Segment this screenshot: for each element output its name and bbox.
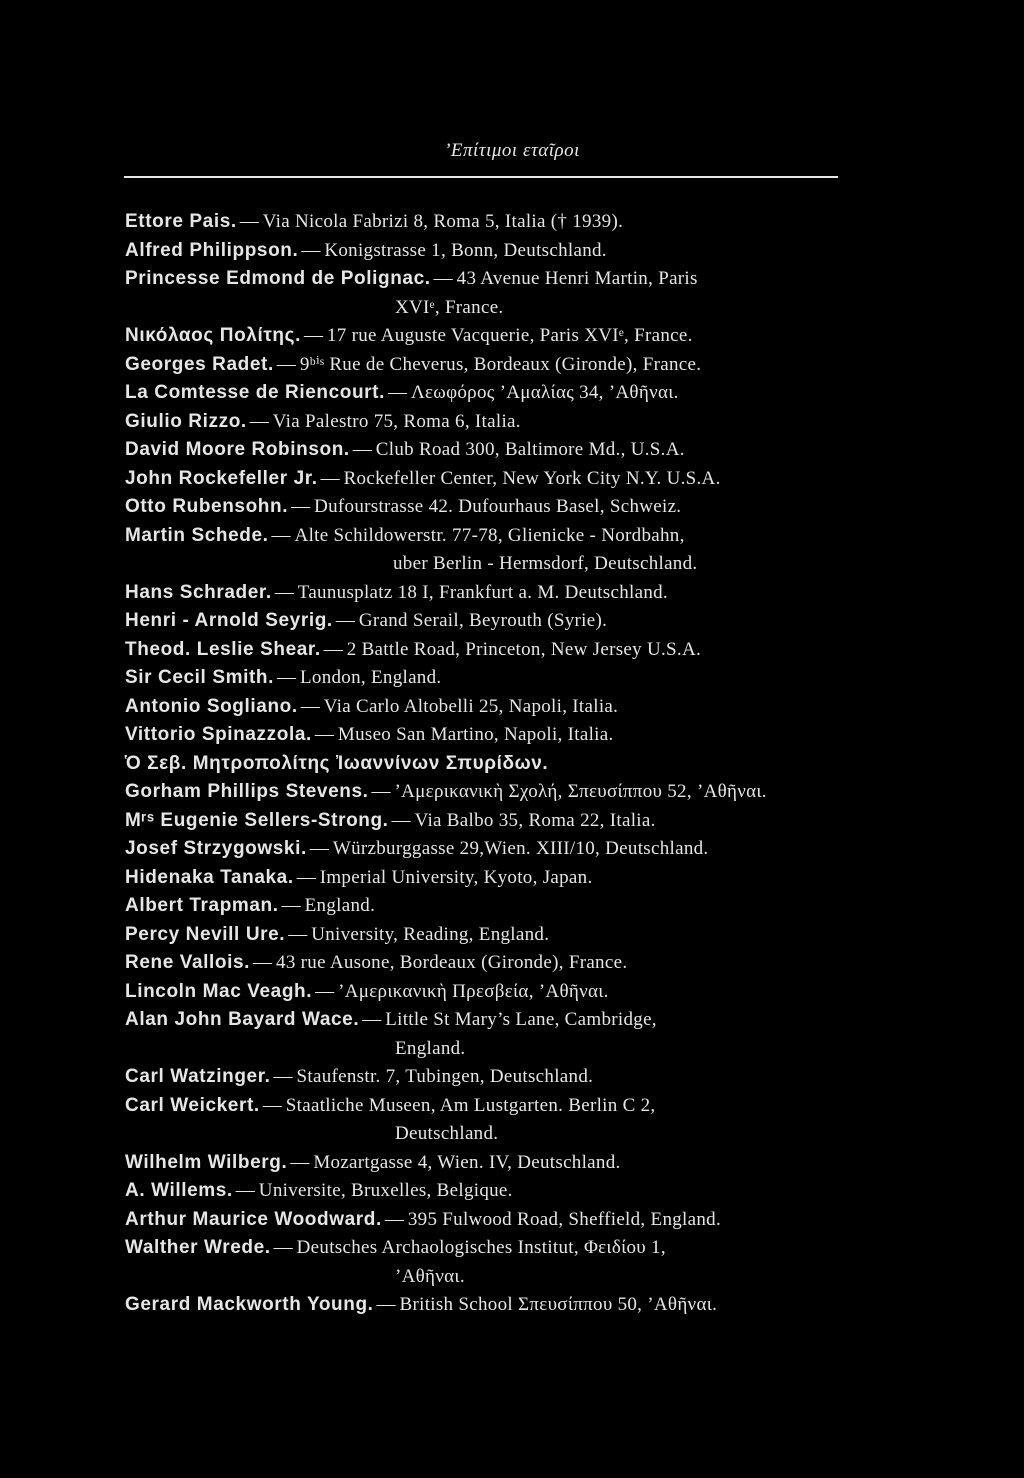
list-item (125, 465, 841, 494)
list-item (125, 693, 841, 722)
member-list (125, 208, 841, 1320)
list-item (125, 1006, 841, 1063)
list-item (125, 208, 841, 237)
em-dash-separator: — (301, 239, 321, 261)
list-item (125, 1291, 841, 1320)
em-dash-separator: — (273, 1237, 293, 1258)
list-item (125, 921, 841, 950)
em-dash-separator: — (239, 211, 259, 232)
list-item (125, 721, 841, 750)
em-dash-separator: — (320, 467, 340, 489)
member-name: A. Willems. (125, 1180, 233, 1201)
list-item (125, 778, 841, 807)
member-name: Vittorio Spinazzola. (125, 724, 312, 745)
running-title: ’Επίτιμοι εταῖροι (444, 140, 580, 161)
list-item (125, 807, 841, 836)
member-name: Carl Weickert. (125, 1094, 260, 1116)
member-name: Gerard Mackworth Young. (125, 1294, 374, 1315)
member-address: Würzburggasse 29,Wien. XIII/10, Deutschland. (332, 838, 709, 859)
member-address: Imperial University, Kyoto, Japan. (319, 866, 593, 888)
list-item (125, 607, 841, 636)
member-name: Sir Cecil Smith. (125, 667, 274, 688)
em-dash-separator: — (433, 268, 453, 289)
member-address: Museo San Martino, Napoli, Italia. (337, 724, 614, 745)
member-address: Via Palestro 75, Roma 6, Italia. (272, 410, 521, 432)
em-dash-separator: — (235, 1180, 255, 1201)
member-address-continued: XVIᵉ, France. (395, 296, 504, 318)
em-dash-separator: — (352, 439, 372, 460)
member-address: Konigstrasse 1, Bonn, Deutschland. (324, 239, 607, 261)
member-name: Rene Vallois. (125, 952, 251, 973)
list-item (125, 892, 841, 921)
list-item (125, 1177, 841, 1206)
em-dash-separator: — (296, 866, 316, 888)
member-address: Deutsches Archaologisches Institut, Φειδίου 1, (296, 1237, 666, 1258)
list-item (125, 493, 841, 522)
header-rule (124, 176, 838, 178)
member-name: Princesse Edmond de Polignac. (125, 268, 431, 289)
member-address: Club Road 300, Baltimore Md., U.S.A. (375, 439, 685, 460)
list-item (125, 949, 841, 978)
member-address: England. (304, 895, 376, 916)
em-dash-separator: — (276, 353, 296, 375)
member-name: Alan John Bayard Wace. (125, 1009, 360, 1030)
em-dash-separator: — (249, 410, 269, 432)
em-dash-separator: — (384, 1208, 404, 1230)
em-dash-separator: — (362, 1009, 382, 1030)
list-item (125, 351, 841, 380)
em-dash-separator: — (274, 581, 294, 603)
member-address: 9ᵇⁱˢ Rue de Cheverus, Bordeaux (Gironde), France. (299, 353, 702, 375)
member-name: Giulio Rizzo. (125, 410, 247, 432)
em-dash-separator: — (281, 895, 301, 916)
list-item (125, 636, 841, 665)
member-name: Wilhelm Wilberg. (125, 1151, 288, 1173)
member-address: University, Reading, England. (311, 923, 550, 945)
em-dash-separator: — (288, 923, 308, 945)
member-address: Rockefeller Center, New York City N.Y. U.S.A. (343, 467, 721, 489)
em-dash-separator: — (273, 1066, 293, 1087)
member-name: Νικόλαος Πολίτης. (125, 325, 301, 346)
member-name: Mʳˢ Eugenie Sellers-Strong. (125, 809, 389, 831)
member-address: London, England. (299, 667, 442, 688)
member-address: Via Carlo Altobelli 25, Napoli, Italia. (323, 695, 619, 717)
member-address: Via Balbo 35, Roma 22, Italia. (414, 809, 656, 831)
member-address: Staatliche Museen, Am Lustgarten. Berlin C 2, (285, 1094, 656, 1116)
list-item (125, 1234, 841, 1291)
list-item (125, 522, 841, 579)
list-item (125, 1206, 841, 1235)
member-address: 17 rue Auguste Vacquerie, Paris XVIᵉ, France. (326, 325, 693, 346)
member-address: Taunusplatz 18 I, Frankfurt a. M. Deutschland. (297, 581, 668, 603)
member-address: Dufourstrasse 42. Dufourhaus Basel, Schweiz. (314, 496, 682, 517)
member-address: Alte Schildowerstr. 77-78, Glienicke - Nordbahn, (294, 524, 685, 546)
em-dash-separator: — (391, 809, 411, 831)
member-name: Theod. Leslie Shear. (125, 638, 321, 660)
list-item (125, 1149, 841, 1178)
member-name: Lincoln Mac Veagh. (125, 980, 313, 1002)
member-name: Antonio Sogliano. (125, 695, 298, 717)
list-item (125, 436, 841, 465)
member-name: Albert Trapman. (125, 895, 279, 916)
em-dash-separator: — (314, 724, 334, 745)
member-address: 395 Fulwood Road, Sheffield, England. (407, 1208, 722, 1230)
member-address-continued: Deutschland. (395, 1123, 499, 1144)
member-name: John Rockefeller Jr. (125, 467, 318, 489)
member-name: David Moore Robinson. (125, 439, 350, 460)
list-item (125, 237, 841, 266)
member-name: Alfred Philippson. (125, 239, 299, 261)
member-address: 43 rue Ausone, Bordeaux (Gironde), France. (276, 952, 628, 973)
member-address-continued: ’Αθῆναι. (395, 1265, 465, 1287)
member-name: Ὁ Σεβ. Μητροπολίτης Ἰωαννίνων Σπυρίδων. (125, 752, 549, 774)
list-item (125, 1092, 841, 1149)
member-name: Hidenaka Tanaka. (125, 866, 294, 888)
em-dash-separator: — (303, 325, 323, 346)
member-name: Percy Nevill Ure. (125, 923, 286, 945)
list-item (125, 379, 841, 408)
list-item (125, 579, 841, 608)
list-item (125, 408, 841, 437)
member-address: Universite, Bruxelles, Belgique. (258, 1180, 513, 1201)
member-name: La Comtesse de Riencourt. (125, 382, 385, 403)
member-name: Georges Radet. (125, 353, 274, 375)
em-dash-separator: — (323, 638, 343, 660)
list-item (125, 265, 841, 322)
member-address: 43 Avenue Henri Martin, Paris (456, 268, 698, 289)
em-dash-separator: — (387, 382, 407, 403)
list-item (125, 750, 841, 779)
em-dash-separator: — (253, 952, 273, 973)
member-name: Ettore Pais. (125, 211, 237, 232)
member-name: Arthur Maurice Woodward. (125, 1208, 382, 1230)
member-name: Hans Schrader. (125, 581, 272, 603)
member-name: Gorham Phillips Stevens. (125, 781, 369, 802)
member-name: Martin Schede. (125, 524, 269, 546)
list-item (125, 835, 841, 864)
list-item (125, 978, 841, 1007)
member-address: Staufenstr. 7, Tubingen, Deutschland. (296, 1066, 594, 1087)
member-address: Grand Serail, Beyrouth (Syrie). (358, 610, 608, 631)
member-name: Otto Rubensohn. (125, 496, 289, 517)
member-address: Λεωφόρος ’Αμαλίας 34, ’Αθῆναι. (410, 382, 679, 403)
member-address: ’Αμερικανικὴ Πρεσβεία, ’Αθῆναι. (338, 980, 609, 1002)
member-address-continued: uber Berlin - Hermsdorf, Deutschland. (393, 553, 698, 574)
em-dash-separator: — (290, 1151, 310, 1173)
member-address: Via Nicola Fabrizi 8, Roma 5, Italia († 1939). (262, 211, 624, 232)
em-dash-separator: — (376, 1294, 396, 1315)
em-dash-separator: — (262, 1094, 282, 1116)
em-dash-separator: — (315, 980, 335, 1002)
list-item (125, 1063, 841, 1092)
em-dash-separator: — (271, 524, 291, 546)
list-item (125, 864, 841, 893)
member-name: Josef Strzygowski. (125, 838, 307, 859)
member-address: Little St Mary’s Lane, Cambridge, (385, 1009, 657, 1030)
em-dash-separator: — (300, 695, 320, 717)
list-item (125, 664, 841, 693)
em-dash-separator: — (309, 838, 329, 859)
em-dash-separator: — (276, 667, 296, 688)
em-dash-separator: — (371, 781, 391, 802)
member-name: Carl Watzinger. (125, 1066, 271, 1087)
em-dash-separator: — (335, 610, 355, 631)
member-address: 2 Battle Road, Princeton, New Jersey U.S.A. (346, 638, 702, 660)
em-dash-separator: — (291, 496, 311, 517)
member-address-continued: England. (395, 1037, 466, 1059)
member-address: ’Αμερικανικὴ Σχολή, Σπευσίππου 52, ’Αθῆναι. (394, 781, 767, 802)
list-item (125, 322, 841, 351)
member-address: British School Σπευσίππου 50, ’Αθῆναι. (399, 1294, 718, 1315)
member-name: Henri - Arnold Seyrig. (125, 610, 333, 631)
member-name: Walther Wrede. (125, 1237, 271, 1258)
member-address: Mozartgasse 4, Wien. IV, Deutschland. (313, 1151, 621, 1173)
